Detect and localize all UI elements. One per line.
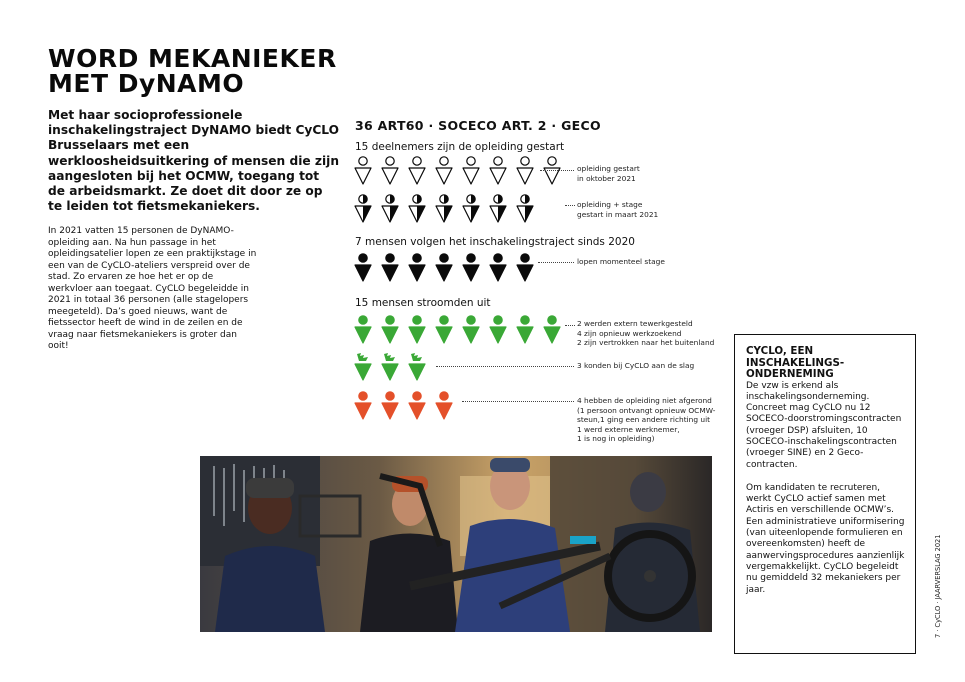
leader-line (565, 325, 575, 326)
note-line: opleiding gestart (577, 164, 640, 173)
info-box-title-line: ONDERNEMING (746, 368, 834, 380)
person-icon (354, 194, 372, 224)
stats-heading: 36 ART60 · SOCECO ART. 2 · GECO (355, 118, 601, 133)
leader-line (540, 170, 574, 171)
note-line: in oktober 2021 (577, 173, 636, 183)
person-icon (408, 194, 426, 224)
note-line: lopen momenteel stage (577, 257, 665, 266)
person-icon (462, 253, 480, 283)
workshop-photo (200, 456, 712, 632)
leader-line (436, 366, 574, 367)
page-title-line-1: WORD MEKANIEKER (48, 44, 337, 73)
group-trajectory-heading: 7 mensen volgen het inschakelingstraject sinds 2020 (355, 236, 635, 248)
person-icon (462, 315, 480, 345)
person-icon (489, 253, 507, 283)
page-footer: 7 · CyCLO · JAARVERSLAG 2021 (934, 534, 942, 638)
note-line: gestart in maart 2021 (577, 209, 659, 219)
person-icon (516, 315, 534, 345)
person-icon (408, 253, 426, 283)
note-line: opleiding + stage (577, 200, 643, 209)
person-icon (435, 194, 453, 224)
note-line: 1 is nog in opleiding) (577, 434, 655, 444)
person-icon (489, 194, 507, 224)
person-icon (462, 194, 480, 224)
person-icon (354, 253, 372, 283)
person-icon (435, 253, 453, 283)
person-icon (462, 156, 480, 186)
icon-row-started-march (354, 194, 534, 224)
group-started-heading: 15 deelnemers zijn de opleiding gestart (355, 141, 565, 153)
person-icon (543, 156, 561, 186)
person-icon (381, 315, 399, 345)
person-icon (381, 352, 399, 382)
person-icon (435, 156, 453, 186)
info-box-title-line: CYCLO, EEN (746, 345, 814, 357)
leader-line (462, 401, 574, 402)
info-box-title (746, 346, 905, 381)
person-icon (516, 253, 534, 283)
person-icon (381, 391, 399, 421)
note-not-finished (577, 396, 715, 444)
person-icon (408, 352, 426, 382)
note-line: 2 zijn vertrokken naar het buitenland (577, 338, 715, 348)
person-icon (543, 315, 561, 345)
note-line: 2 werden extern tewerkgesteld (577, 319, 693, 328)
person-icon (408, 315, 426, 345)
person-icon (489, 156, 507, 186)
lead-paragraph: Met haar socioprofessionele inschakelingstraject DyNAMO biedt CyCLO Brusselaars met een werkloosheidsuitkering of mensen die zijn aangesloten bij het OCMW, toegang tot de arbeidsmarkt. Ze doet dit door ze op te leiden tot fietsmekaniekers. (48, 108, 340, 214)
page-title-line-2: MET DyNAMO (48, 69, 245, 98)
leader-line (565, 205, 575, 206)
info-box-paragraph-1: De vzw is erkend als inschakelingsonderneming. Concreet mag CyCLO nu 12 SOCECO-doorstromingscontracten (vroeger DSP) afsluiten, 10 SOCECO-inschakelingscontracten (vroeger SINE) en 2 Geco-contracten. (746, 380, 902, 470)
person-icon (408, 391, 426, 421)
icon-row-not-finished (354, 391, 453, 421)
icon-row-started-october (354, 156, 561, 186)
icon-row-cyclo-hired (354, 352, 426, 382)
note-cyclo-hired (577, 361, 694, 371)
page-title (48, 46, 337, 96)
person-icon (408, 156, 426, 186)
info-box-title-line: INSCHAKELINGS- (746, 356, 845, 369)
note-line: 4 zijn opnieuw werkzoekend (577, 328, 682, 338)
note-line: 1 werd externe werknemer, (577, 424, 680, 434)
person-icon (489, 315, 507, 345)
leader-line (538, 262, 574, 263)
person-icon (354, 352, 372, 382)
person-icon (435, 391, 453, 421)
person-icon (435, 315, 453, 345)
person-icon (381, 194, 399, 224)
body-paragraph: In 2021 vatten 15 personen de DyNAMO-opleiding aan. Na hun passage in het opleidingsatelier lopen ze een praktijkstage in een van de CyCLO-ateliers verspreid over de stad. Zo ervaren ze hoe het er op de werkvloer aan toegaat. CyCLO begeleidde in 2021 in totaal 36 personen (alle stagelopers meegeteld). Da’s goed nieuws, want de fietssector heeft de wind in de zeilen en de vraag naar fietsmekaniekers is groter dan ooit! (48, 226, 257, 351)
note-line: 4 hebben de opleiding niet afgerond (577, 396, 712, 405)
note-internship (577, 257, 665, 267)
icon-row-internship (354, 253, 534, 283)
note-started-march (577, 200, 658, 219)
note-line: steun,1 ging een andere richting uit (577, 415, 711, 425)
group-outflow-heading: 15 mensen stroomden uit (355, 297, 491, 309)
note-line: (1 persoon ontvangt opnieuw OCMW- (577, 405, 716, 415)
note-outflow-green (577, 319, 714, 348)
person-icon (354, 391, 372, 421)
person-icon (516, 156, 534, 186)
person-icon (381, 156, 399, 186)
icon-row-outflow-green (354, 315, 561, 345)
info-box-paragraph-2: Om kandidaten te recruteren, werkt CyCLO actief samen met Actiris en verschillende OCMW’s. Een administratieve uniformisering (van uiteenlopende formulieren en overeenkomsten) heeft de aanwervingsprocedures aanzienlijk vergemakkelijkt. CyCLO begeleidt nu gemiddeld 32 mekaniekers per jaar. (746, 482, 905, 595)
person-icon (381, 253, 399, 283)
note-started-october (577, 164, 640, 183)
person-icon (354, 315, 372, 345)
person-icon (516, 194, 534, 224)
note-line: 3 konden bij CyCLO aan de slag (577, 361, 695, 370)
info-box (734, 334, 916, 654)
person-icon (354, 156, 372, 186)
